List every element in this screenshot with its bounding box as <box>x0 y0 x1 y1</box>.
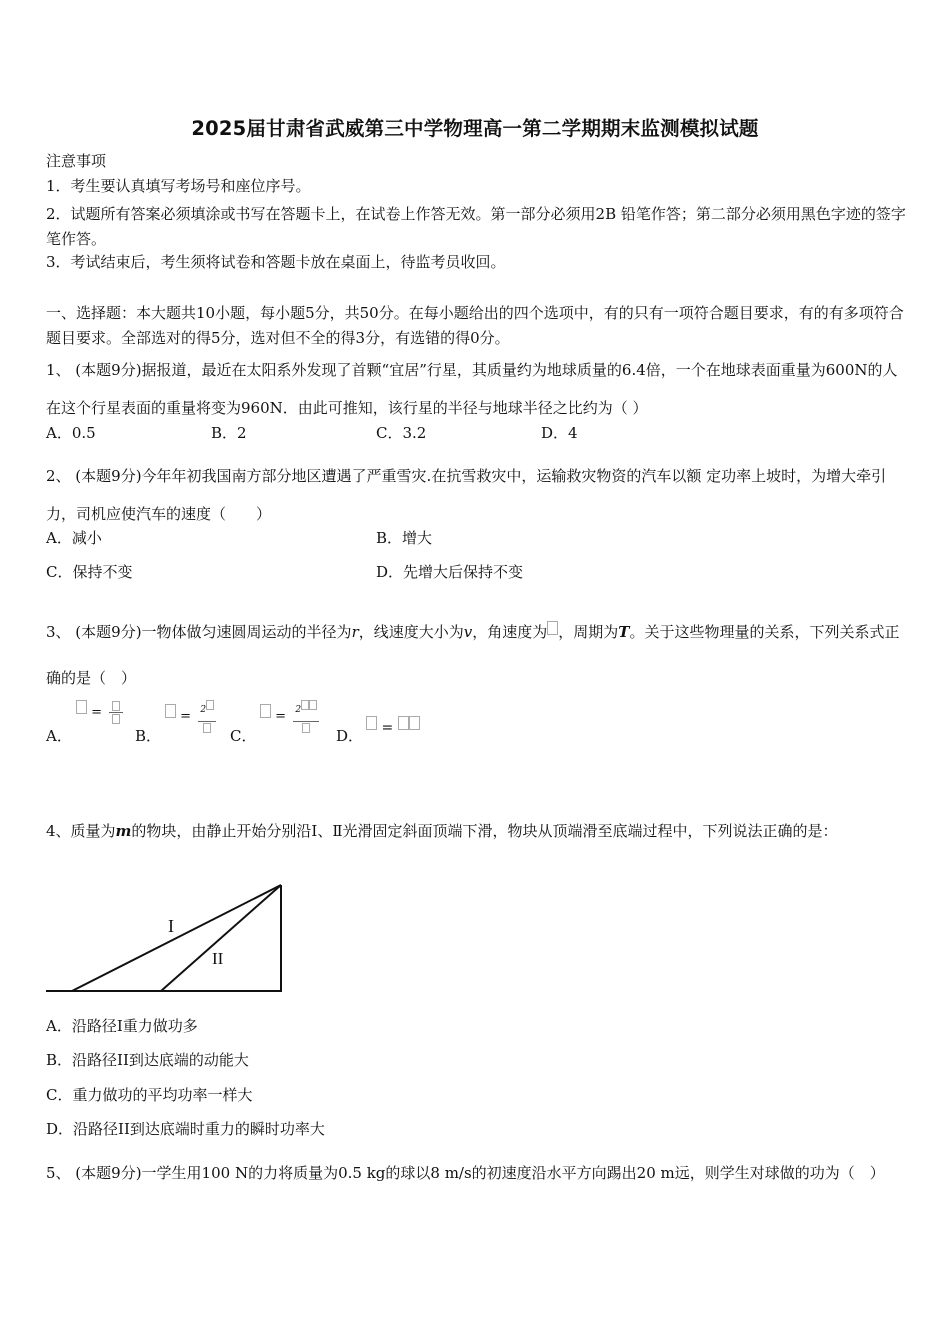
exam-title: 2025届甘肃省武威第三中学物理高一第二学期期末监测模拟试题 <box>191 117 759 140</box>
notice-heading: 注意事项 <box>46 152 107 170</box>
q2-option-d: D．先增大后保持不变 <box>376 563 524 581</box>
q1-option-b: B．2 <box>211 424 247 442</box>
notice-item-2: 2．试题所有答案必须填涂或书写在答题卡上，在试卷上作答无效。第一部分必须用2B 铅笔作答；第二部分必须用黑色字迹的签字笔作答。 <box>46 205 906 248</box>
q4-option-a: A．沿路径Ⅰ重力做功多 <box>46 1017 198 1035</box>
label-path-2: II <box>212 949 224 968</box>
section-instructions: 一、选择题：本大题共10小题，每小题5分，共50分。在每小题给出的四个选项中，有的只有一项符合题目要求，有的有多项符合题目要求。全部选对的得5分，选对但不全的得3分，有选错的得0分。 <box>46 304 904 347</box>
q3-option-c: C． <box>230 727 257 745</box>
q4-option-b: B．沿路径II到达底端的动能大 <box>46 1051 249 1069</box>
q3-formula-b: = 2 <box>165 700 216 733</box>
q3-formula-d: = <box>366 716 420 738</box>
q2-option-a: A．减小 <box>46 529 102 547</box>
incline-path-2 <box>161 885 281 991</box>
question-3-stem: 3、 (本题9分)一物体做匀速圆周运动的半径为r，线速度大小为v，角速度为 ，周期为T。关于这些物理量的关系，下列关系式正确的是（ ） <box>46 623 900 687</box>
question-2-stem: 2、 (本题9分)今年年初我国南方部分地区遭遇了严重雪灾.在抗雪救灾中，运输救灾物资的汽车以额 定功率上坡时，为增大牵引力，司机应使汽车的速度（ ） <box>46 467 887 523</box>
q4-option-d: D．沿路径II到达底端时重力的瞬时功率大 <box>46 1120 325 1138</box>
notice-item-3: 3．考试结束后，考生须将试卷和答题卡放在桌面上，待监考员收回。 <box>46 253 506 271</box>
q3-option-b: B． <box>135 727 162 745</box>
q3-formula-c: = 2 <box>260 700 319 733</box>
q2-option-c: C．保持不变 <box>46 563 133 581</box>
q1-option-a: A．0.5 <box>46 424 96 442</box>
question-4-stem: 4、质量为m的物块，由静止开始分别沿Ⅰ、Ⅱ光滑固定斜面顶端下滑，物块从顶端滑至底端过程中，下列说法正确的是： <box>46 822 838 840</box>
q2-option-b: B．增大 <box>376 529 433 547</box>
q4-option-c: C．重力做功的平均功率一样大 <box>46 1086 253 1104</box>
omega-symbol-placeholder <box>547 621 558 635</box>
incline-diagram <box>44 880 288 996</box>
notice-item-1: 1．考生要认真填写考场号和座位序号。 <box>46 177 311 195</box>
question-1-stem: 1、 (本题9分)据报道，最近在太阳系外发现了首颗“宜居”行星，其质量约为地球质量的6.4倍，一个在地球表面重量为600N的人在这个行星表面的重量将变为960N．由此可推知，该行星的半径与地球半径之比约为（ ） <box>46 361 898 417</box>
incline-path-1 <box>72 885 281 991</box>
q3-option-d: D． <box>336 727 364 745</box>
label-path-1: I <box>168 916 174 936</box>
q1-option-d: D．4 <box>541 424 578 442</box>
q3-option-a: A． <box>46 727 72 745</box>
q3-formula-a: = <box>76 700 123 724</box>
question-5-stem: 5、 (本题9分)一学生用100 N的力将质量为0.5 kg的球以8 m/s的初速度沿水平方向踢出20 m远，则学生对球做的功为（ ） <box>46 1164 885 1182</box>
q1-option-c: C．3.2 <box>376 424 427 442</box>
